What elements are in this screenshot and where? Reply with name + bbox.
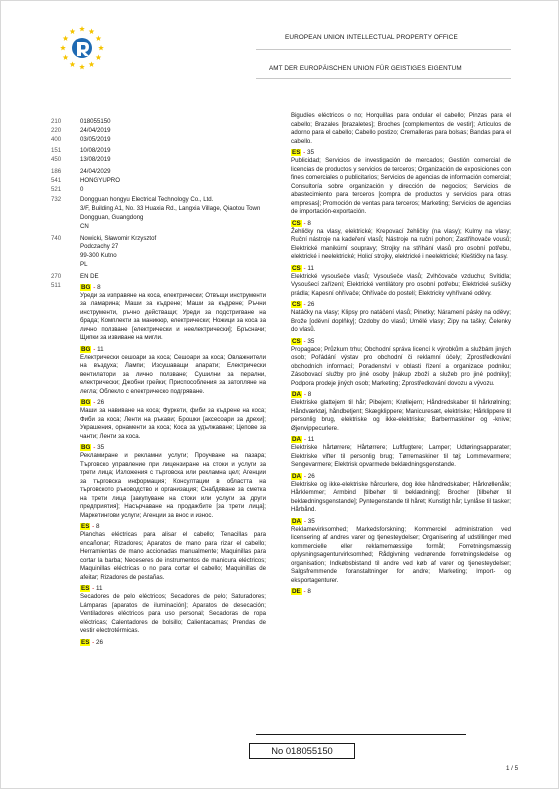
field-210: 210 018055150: [51, 118, 111, 125]
class-number: 26: [307, 472, 315, 480]
separator-dash: -: [302, 517, 308, 525]
separator-dash: -: [90, 523, 97, 531]
language-class-heading: [291, 517, 511, 526]
logo-star: [70, 29, 76, 34]
class-number: 26: [307, 301, 315, 308]
class-number: 35: [307, 149, 315, 156]
language-class-heading: [291, 472, 511, 481]
language-class-heading: [291, 390, 511, 399]
separator-dash: -: [91, 283, 98, 291]
language-badge: DA: [292, 517, 302, 525]
class-number: 11: [307, 264, 314, 272]
separator-dash: -: [301, 588, 308, 595]
class-entry: [291, 337, 511, 389]
separator-dash: -: [302, 472, 308, 480]
logo-star: [89, 29, 95, 34]
logo-star: [96, 36, 102, 41]
goods-services-text: Електрически сешоари за коса; Сешоари за коса; Овлажнители на въздуха; Лампи; Изсушаващи апарати; Електрически вентилатори за лично ползване; Сушилни за перални, електрически; Джобни грейки; Приспособления за затопляне на легла; Облекло с електрическо подгряване.: [80, 353, 266, 395]
goods-services-text: Elektrické vysoušeče vlasů; Vysoušeče vlasů; Zvlhčovače vzduchu; Svítidla; Vysoušecí zařízení; Elektrické ventilátory pro osobní potřebu; Elektrické sušičky prádla; Kapesní ohřívače; Ohřívače do postelí; Elektricky vyhřívané oděvy.: [291, 272, 511, 297]
goods-services-text: Žehličky na vlasy, elektrické; Krepovací žehličky (na vlasy); Kulmy na vlasy; Ruční nástroje na kadeření vlasů; Nástroje na ruční pohon; Zastřihovače vousů; Elektrické manikúrní soupravy; Strojky na stříhání vlasů pro osobní potřebu, elektrické i neelektrické; Holicí strojky, elektrické i neelektrické; Kleštičky na fasy.: [291, 227, 511, 260]
class-entry: [80, 345, 266, 397]
class-number: 35: [307, 337, 315, 345]
separator-dash: -: [91, 399, 98, 407]
language-badge: ES: [292, 149, 301, 156]
language-badge: ES: [81, 638, 90, 646]
class-number: 8: [307, 219, 311, 227]
class-number: 8: [97, 283, 101, 291]
logo-star: [79, 26, 85, 31]
separator-dash: -: [301, 337, 308, 345]
language-badge: DA: [292, 436, 302, 443]
logo-star: [63, 55, 69, 60]
goods-services-text: Маши за навиване на коса; Фуркети, фиби за къдрене на коса; Фиби за коса; Ленти на ръкави; Брошки [аксесоари за дрехи]; Украшения, орнаменти за коса; Коса за удължаване; Цепове за чанти; Ленти за коса.: [80, 407, 266, 440]
language-badge: ES: [81, 523, 90, 531]
footer-divider: [256, 734, 466, 735]
language-badge: ES: [81, 585, 90, 593]
right-column: [291, 112, 511, 596]
language-badge: CS: [292, 337, 301, 345]
class-entry: [80, 638, 266, 647]
class-entry: [291, 148, 511, 217]
language-badge: DE: [292, 588, 301, 595]
field-450: 450 13/08/2019: [51, 156, 111, 164]
left-class-entries: [80, 282, 266, 647]
class-entry: [291, 300, 511, 335]
language-class-heading: [291, 219, 511, 228]
logo-star: [63, 36, 69, 41]
registration-number-box: No 018055150: [249, 743, 355, 759]
language-class-heading: [80, 398, 266, 407]
field-511-goods-services: 511 BG - 8 Уреди за изправяне на коса, електрически; Отвъщи инструменти за ламарина; Маши за къдрене; Маши за къдрене; Ръчни инструменти, ръчно действащи; Уреди за подстригване на брада; Комплекти за маникюр, електрически; Ножици за коса за лично ползване [електрически и неелектрически]; Бръсначи; Щипки за извиване на мигли. BG - 11 Електрически сешоари за коса; Сешоари за коса; Овлажнители на въздуха; Лампи; Изсушаващи апарати; Електрически вентилатори за лично ползване; Сушилни за перални, електрически; Джобни грейки; Приспособления за затопляне на легла; Облекло с електрическо подгряване. BG - 26 Маши за навиване на коса; Фуркети, фиби за къдрене на коса; Фиби за коса; Ленти на ръкави; Брошки [аксесоари за дрехи]; Украшения, орнаменти за коса; Коса за удължаване; Цепове за чанти; Ленти за коса. BG - 35 Рекламиране и рекламни услуги; Проучване на пазара; Търговско управление при лицензиране на стоки и услуги за трети лица; Изложения с търговска или рекламна цел; Агенции за търговска информация; Консултации в областта на търговското ръководство и организация; Снабдяване за сметка на трети лица [закупуване на стоки или услуги за други предприятия]; Насърчаване на продажбите [за трети лица]; Маркетингови услуги; Агенции за внос и износ. ES - 8 Planchas eléctricas para alisar el cabello; Tenacillas para encañonar; Rizadores; Aparatos de mano para rizar el cabello; Herramientas de mano accionadas manualmente; Maquinillas para cortar la barba; Neceseres de instrumentos de manicura eléctricos; Maquinillas eléctricas o no para cortar el cabello; Maquinillas de afeitar; Rizadores de pestañas. ES - 11 Secadores de pelo eléctricos; Secadores de pelo; Saturadores; Lámparas [aparatos de iluminación]; Aparatos de desecación; Ventiladores eléctricos para uso personal; Secadoras de ropa eléctricas; Calentadores de bolsillo; Calientacamas; Prendas de vestir electrotérmicas. ES - 26: [51, 281, 266, 646]
language-badge: DA: [292, 472, 302, 480]
class-number: 35: [97, 444, 105, 452]
separator-dash: -: [90, 638, 97, 646]
field-740-representative: 740 Nowicki, Sławomir Krzysztof Podczachy 27 99-300 Kutno PL: [51, 234, 157, 268]
goods-services-text: Propagace; Průzkum trhu; Obchodní správa licencí k výrobkům a službám jiných osob; Pořádání výstav pro obchodní či reklamní účely; Zprostředkování obchodních informací; Poradenství v oblasti řízení a organizace podniku; Zásobovací služby pro jiné osoby [nákup zboží a služeb pro jiné podniky]; Podpora prodeje jiných osob; Marketing; Zprostředkování dovozu a vývozu.: [291, 345, 511, 387]
office-title-en: EUROPEAN UNION INTELLECTUAL PROPERTY OFFICE: [285, 34, 458, 41]
field-151: 151 10/08/2019: [51, 147, 111, 155]
logo-star: [79, 64, 85, 69]
class-entry: [291, 112, 511, 146]
logo-star: [70, 61, 76, 66]
language-class-heading: [80, 638, 266, 647]
class-number: 11: [97, 345, 104, 353]
goods-services-text: Рекламиране и рекламни услуги; Проучване на пазара; Търговско управление при лицензиране на стоки и услуги за трети лица; Изложения с търговска или рекламна цел; Агенции за търговска информация; Консултации в областта на търговското ръководство и организация; Снабдяване за сметка на трети лица [закупуване на стоки или услуги за други предприятия]; Насърчаване на продажбите [за трети лица]; Маркетингови услуги; Агенции за внос и износ.: [80, 452, 266, 519]
class-entry: [291, 435, 511, 470]
class-number: 26: [96, 638, 104, 646]
language-badge: DA: [292, 391, 302, 398]
separator-dash: -: [91, 345, 98, 353]
class-number: 11: [307, 436, 315, 443]
field-541: 541 HONGYUPRO: [51, 176, 120, 184]
separator-dash: -: [301, 219, 308, 227]
header-divider-1: [256, 49, 511, 50]
class-entry: [291, 264, 511, 299]
language-class-heading: [291, 587, 511, 596]
language-class-heading: [291, 435, 511, 444]
logo-star: [98, 45, 104, 50]
class-number: 8: [307, 588, 311, 595]
language-badge: CS: [292, 301, 301, 308]
separator-dash: -: [301, 301, 308, 308]
class-entry: [80, 584, 266, 636]
language-badge: BG: [81, 444, 91, 452]
language-class-heading: [80, 283, 266, 292]
language-class-heading: [291, 300, 511, 309]
field-732-owner: 732 Dongguan hongyu Electrical Technology Co., Ltd. 3/F, Building A1, No. 33 Huaxia Rd., Langxia Village, Qiaotou Town Dongguan, Guangdong CN: [51, 196, 261, 230]
class-entry: [80, 522, 266, 582]
logo-star: [60, 45, 66, 50]
language-badge: BG: [81, 283, 91, 291]
separator-dash: -: [302, 391, 308, 398]
class-number: 26: [97, 399, 105, 407]
class-number: 8: [307, 391, 312, 398]
class-entry: [291, 587, 511, 596]
field-186: 186 24/04/2029: [51, 167, 111, 175]
language-class-heading: [80, 443, 266, 452]
language-class-heading: [80, 522, 266, 531]
office-title-de: AMT DER EUROPÄISCHEN UNION FÜR GEISTIGES EIGENTUM: [269, 65, 462, 72]
class-number: 8: [96, 523, 100, 531]
separator-dash: -: [91, 444, 98, 452]
language-badge: BG: [81, 345, 91, 353]
logo-star: [89, 61, 95, 66]
goods-services-text: Planchas eléctricas para alisar el cabello; Tenacillas para encañonar; Rizadores; Aparatos de mano para rizar el cabello; Herramientas de mano accionadas manualmente; Maquinillas para cortar la barba; Neceseres de instrumentos de manicura eléctricos; Maquinillas eléctricas o no para cortar el cabello; Maquinillas de afeitar; Rizadores de pestañas.: [80, 531, 266, 581]
goods-services-text: Elektriske og ikke-elektriske hårcurlere, dog ikke håndredskaber; Hårkrøllenåle; Hårklemmer; Armbind [tilbehør til beklædning]; Brocher [tilbehør til beklædningsgenstande]; Pyntegenstande til håret; Kunstigt hår; Lynlåse til tasker; Hårbånd.: [291, 480, 511, 513]
separator-dash: -: [301, 264, 308, 272]
goods-services-text: Natáčky na vlasy; Klipsy pro natáčení vlasů; Pinetky; Náramení pásky na oděvy; Brože [oděvní doplňky]; Ozdoby do vlasů; Umělé vlasy; Zipy na tašky; Čelenky do vlasů.: [291, 309, 511, 333]
goods-services-text: Secadores de pelo eléctricos; Secadores de pelo; Saturadores; Lámparas [aparatos de iluminación]; Aparatos de desecación; Ventiladores eléctricos para uso personal; Secadoras de ropa eléctricas; Calentadores de bolsillo; Calientacamas; Prendas de vestir electrotérmicas.: [80, 593, 266, 635]
left-column: [51, 118, 266, 647]
field-521: 521 0: [51, 185, 84, 193]
class-entry: [291, 390, 511, 433]
language-class-heading: [291, 264, 511, 273]
language-badge: CS: [292, 219, 301, 227]
goods-services-text: Уреди за изправяне на коса, електрически; Отвъщи инструменти за ламарина; Маши за къдрене; Маши за къдрене; Ръчни инструменти, ръчно действащи; Уреди за подстригване на брада; Комплекти за маникюр, електрически; Ножици за коса за лично ползване [електрически и неелектрически]; Бръсначи; Щипки за извиване на мигли.: [80, 291, 266, 342]
goods-services-text: Elektriske hårtørrere; Hårtørrere; Luftfugtere; Lamper; Udtøringsapparater; Elektriske vifter til personlig brug; Tørremaskiner til tøj; Lommevarmere; Sengevarmere; Elektrisk opvarmede beklædningsgenstande.: [291, 444, 511, 468]
logo-star: [96, 55, 102, 60]
header-divider-2: [256, 78, 511, 79]
goods-services-text: Reklamevirksomhed; Markedsforskning; Kommerciel administration ved licensering af andres varer og tjenesteydelser; Organisering af udstillinger med kommercielle eller reklamemæssige formål; Forretningsmæssig oplysningsagenturvirksomhed; Rådgivning vedrørende forretningsledelse og organisation; Indkøbsbistand til andre ved køb af varer og tjenesteydelser; Salgsfremmende foranstaltninger for andre; Marketing; Import- og eksportagenturer.: [291, 525, 511, 584]
class-entry: [291, 472, 511, 515]
class-entry: [80, 283, 266, 343]
class-entry: [291, 219, 511, 262]
goods-services-text: Bigudíes eléctricos o no; Horquillas para ondular el cabello; Pinzas para el cabello; Brazales [brazaletes]; Broches [complementos de vestir]; Artículos de adorno para el cabello; Cabello postizo; Cremalleras para bolsas; Bandas para el cabello.: [291, 112, 511, 145]
class-number: 11: [96, 585, 103, 593]
field-400: 400 03/05/2019: [51, 135, 111, 143]
language-badge: CS: [292, 264, 301, 272]
class-entry: [80, 398, 266, 441]
separator-dash: -: [302, 436, 308, 443]
language-class-heading: [291, 337, 511, 346]
separator-dash: -: [301, 149, 308, 156]
euipo-logo: [57, 23, 107, 73]
language-class-heading: [80, 584, 266, 593]
language-class-heading: [80, 345, 266, 354]
page-number: 1 / 5: [506, 765, 519, 772]
field-220: 220 24/04/2019: [51, 126, 111, 134]
language-badge: BG: [81, 399, 91, 407]
class-entry: [291, 517, 511, 586]
language-class-heading: [291, 148, 511, 157]
separator-dash: -: [90, 585, 97, 593]
class-entry: [80, 443, 266, 520]
goods-services-text: Elektriske glattejern til hår; Pibejern; Krøllejern; Håndredskaber til hårkrølning; Håndværktøj, håndbetjent; Skægklippere; Manicuresæt, elektriske; Hårklippere til personlig brug, elektriske og ikke-elektriske; Barbermaskiner og -knive; Øjenvippecurlere.: [291, 399, 511, 432]
class-number: 35: [307, 517, 315, 525]
field-270: 270 EN DE: [51, 272, 99, 280]
goods-services-text: Publicidad; Servicios de investigación de mercados; Gestión comercial de licencias de productos y servicios de terceros; Organización de exposiciones con fines comerciales o publicitarios; Servicios de agencias de información comercial; Consultoría sobre organización y dirección de negocios; Servicios de abastecimiento para terceros [compra de productos y servicios para otras empresas]; Promoción de ventas para terceros; Marketing; Servicios de agencias de importación-exportación.: [291, 157, 511, 215]
